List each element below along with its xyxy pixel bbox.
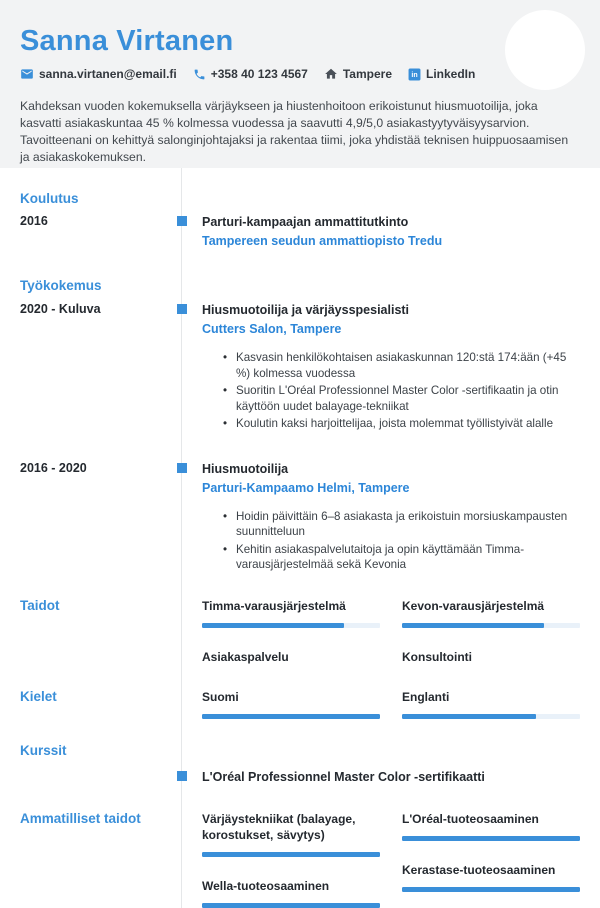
entry-period: 2016 — [20, 214, 48, 228]
skill-bar — [402, 623, 580, 628]
contact-phone-text: +358 40 123 4567 — [210, 67, 308, 81]
entry-title: Hiusmuotoilija — [202, 461, 289, 476]
entry-title: Parturi-kampaajan ammattitutkinto — [202, 215, 409, 229]
avatar — [505, 10, 585, 90]
bullet-item: • Kasvasin henkilökohtaisen asiakaskunnan 120:stä 174:ään (+45 %) kolmessa vuodessa — [222, 350, 580, 381]
section-heading-kurssit: Kurssit — [20, 742, 67, 758]
skill-label: Kevon-varausjärjestelmä — [402, 598, 545, 613]
pro-skill-label: Värjäystekniikat (balayage, korostukset, sävytys) — [202, 811, 356, 842]
pro-skill-bar — [402, 887, 580, 892]
section-kurssit — [0, 743, 600, 785]
skill-label: Asiakaspalvelu — [202, 649, 289, 664]
section-heading-tyokokemus: Työkokemus — [20, 278, 102, 293]
contact-email[interactable] — [20, 67, 177, 81]
language-label: Englanti — [402, 689, 450, 704]
section-koulutus — [0, 191, 600, 249]
section-heading-taidot: Taidot — [20, 597, 60, 613]
pro-skill-item — [202, 811, 380, 857]
job-entry — [0, 302, 600, 434]
pro-skill-label: Wella-tuoteosaaminen — [202, 878, 330, 893]
course-title: L'Oréal Professionnel Master Color -sertifikaatti — [202, 769, 485, 784]
contact-row — [20, 67, 580, 81]
linkedin-icon — [408, 68, 421, 81]
pro-skill-bar — [202, 903, 380, 908]
job-entry — [0, 461, 600, 575]
contact-location — [324, 67, 392, 81]
summary-text: Kahdeksan vuoden kokemuksella värjäykseen ja hiustenhoitoon erikoistunut hiusmuotoilija, joka kasvatti asiakaskuntaa 45 % kolmessa vuodessa ja saavutti 4,9/5,0 asiakastyytyväisyysarvion. Tavoitteenani on kehittyä salonginjohtajaksi ja rakentaa tiimi, joka yhdistää teknisen huippuosaamisen ja asiakaskokemuksen. — [20, 99, 569, 164]
entry-bullets — [222, 350, 580, 432]
section-heading-kielet: Kielet — [20, 688, 57, 704]
language-bar — [202, 714, 380, 719]
bullet-item: • Hoidin päivittäin 6–8 asiakasta ja erikoistuin morsiuskampausten suunnitteluun — [222, 509, 580, 540]
course-entry — [0, 769, 600, 785]
skill-item — [202, 649, 380, 665]
page-title: Sanna Virtanen — [20, 25, 234, 57]
header — [0, 0, 600, 168]
language-item — [202, 689, 380, 719]
email-icon — [20, 67, 34, 81]
timeline-marker — [177, 216, 187, 226]
svg-text:in: in — [411, 71, 418, 79]
skill-item — [402, 598, 580, 628]
pro-skill-bar — [202, 852, 380, 857]
skill-label: Timma-varausjärjestelmä — [202, 598, 346, 613]
section-heading-ammatilliset: Ammatilliset taidot — [20, 810, 141, 826]
section-tyokokemus — [0, 278, 600, 575]
contact-phone — [193, 67, 308, 81]
entry-bullets — [222, 509, 580, 573]
bullet-item: • Suoritin L'Oréal Professionnel Master Color -sertifikaatin ja otin käyttöön uudet balayage-tekniikat — [222, 383, 580, 414]
pro-skill-bar — [402, 836, 580, 841]
pro-skill-item — [402, 862, 580, 892]
section-ammatilliset-taidot — [0, 811, 600, 908]
skill-item — [402, 649, 580, 665]
section-kielet — [0, 689, 600, 719]
entry-subtitle: Parturi-Kampaamo Helmi, Tampere — [202, 480, 410, 495]
entry-subtitle: Tampereen seudun ammattiopisto Tredu — [202, 234, 443, 248]
contact-linkedin-text: LinkedIn — [426, 67, 476, 81]
timeline-marker — [177, 771, 187, 781]
home-icon — [324, 67, 338, 81]
contact-email-text: sanna.virtanen@email.fi — [39, 67, 177, 81]
timeline-marker — [177, 463, 187, 473]
skill-bar — [202, 623, 380, 628]
contact-location-text: Tampere — [342, 67, 392, 81]
bullet-item: • Koulutin kaksi harjoittelijaa, joista molemmat työllistyivät alalle — [222, 416, 580, 432]
language-item — [402, 689, 580, 719]
language-bar — [402, 714, 580, 719]
entry-period: 2020 - Kuluva — [20, 302, 101, 316]
skill-label: Konsultointi — [402, 649, 472, 664]
education-entry — [0, 214, 600, 249]
language-label: Suomi — [202, 689, 239, 704]
entry-period: 2016 - 2020 — [20, 460, 87, 475]
pro-skill-label: L'Oréal-tuoteosaaminen — [402, 811, 539, 826]
bullet-item: • Kehitin asiakaspalvelutaitoja ja opin käyttämään Timma-varausjärjestelmää sekä Kevonia — [222, 542, 580, 573]
section-heading-koulutus: Koulutus — [20, 191, 79, 206]
entry-subtitle: Cutters Salon, Tampere — [202, 322, 342, 336]
resume-body — [0, 168, 600, 908]
pro-skill-item — [202, 878, 380, 908]
section-taidot — [0, 598, 600, 674]
phone-icon — [193, 68, 206, 81]
pro-skill-item — [402, 811, 580, 841]
entry-title: Hiusmuotoilija ja värjäysspesialisti — [202, 303, 410, 317]
timeline-marker — [177, 304, 187, 314]
contact-linkedin[interactable] — [408, 67, 475, 81]
skill-item — [202, 598, 380, 628]
pro-skill-label: Kerastase-tuoteosaaminen — [402, 862, 556, 877]
